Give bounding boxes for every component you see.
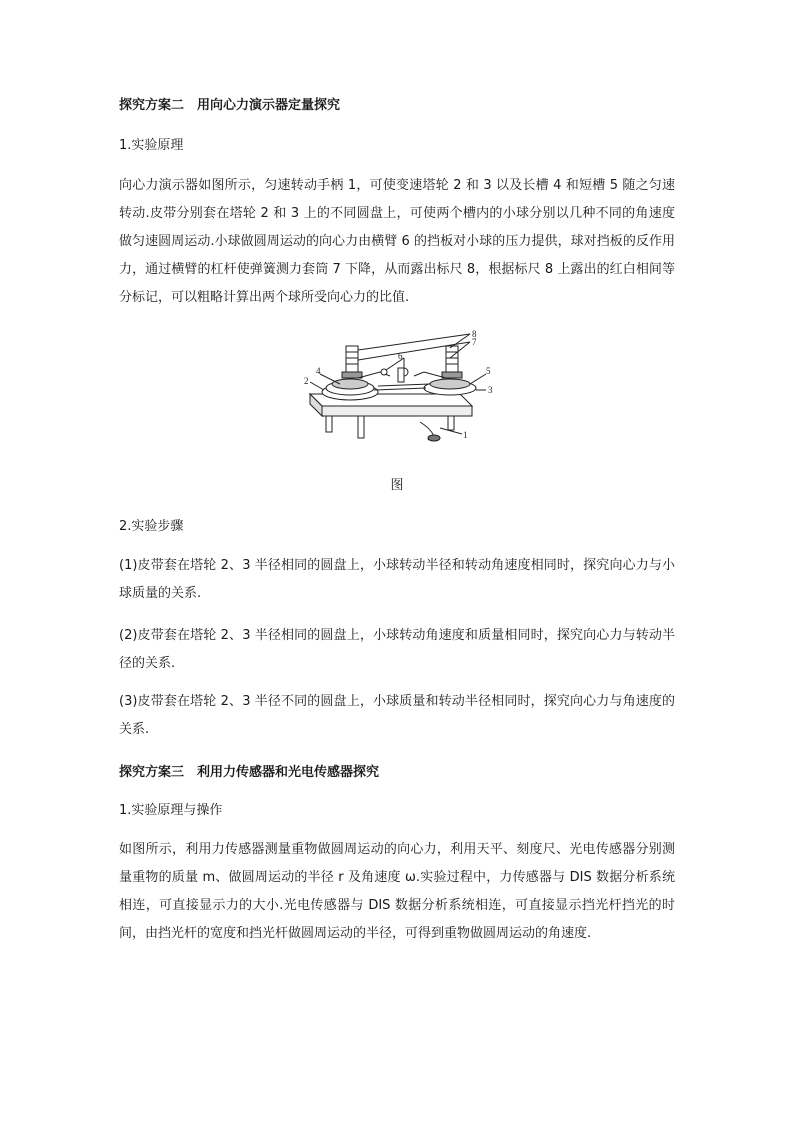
section2-steps-heading-block [119,516,675,538]
section3-principle-heading-block [119,800,675,822]
figure-label-4: 4 [316,366,321,376]
section3-principle-block [119,836,675,948]
step-1-text: (1)皮带套在塔轮 2、3 半径相同的圆盘上，小球转动半径和转动角速度相同时，探究向心力与小球质量的关系. [119,558,675,601]
section2-principle-heading: 1.实验原理 [119,138,184,153]
figure-label-8: 8 [472,329,477,339]
section3-principle-heading: 1.实验原理与操作 [119,803,223,818]
step-1-block [119,552,675,608]
step-2-block [119,622,675,678]
section2-title: 探究方案二 用向心力演示器定量探究 [119,98,341,113]
section3-title-block [119,762,675,784]
figure-caption: 图 [390,478,404,493]
figure-label-2: 2 [304,376,309,386]
step-3-text: (3)皮带套在塔轮 2、3 半径不同的圆盘上，小球质量和转动半径相同时，探究向心力与角速度的关系. [119,694,675,737]
section2-principle-heading-block [119,135,675,157]
section3-principle-text: 如图所示，利用力传感器测量重物做圆周运动的向心力，利用天平、刻度尺、光电传感器分别测量重物的质量 m、做圆周运动的半径 r 及角速度 ω.实验过程中，力传感器与 DIS 数据分析系统相连，可直接显示力的大小.光电传感器与 DIS 数据分析系统相连，可直接显示挡光杆挡光的时间，由挡光杆的宽度和挡光杆做圆周运动的半径，可得到重物做圆周运动的角速度. [119,842,675,941]
section2-title-block [119,95,675,117]
section2-steps-heading: 2.实验步骤 [119,519,184,534]
apparatus-drawing [300,328,500,452]
figure-label-6: 6 [398,351,403,361]
section3-title: 探究方案三 利用力传感器和光电传感器探究 [119,765,380,780]
figure-label-7: 7 [472,337,477,347]
figure-label-3: 3 [488,385,493,395]
figure-label-1: 1 [463,430,468,440]
centripetal-force-apparatus-figure [300,328,500,452]
figure-label-5: 5 [486,366,491,376]
section2-principle-block [119,172,675,312]
step-3-block [119,688,675,744]
step-2-text: (2)皮带套在塔轮 2、3 半径相同的圆盘上，小球转动角速度和质量相同时，探究向心力与转动半径的关系. [119,628,675,671]
section2-principle-text: 向心力演示器如图所示，匀速转动手柄 1，可使变速塔轮 2 和 3 以及长槽 4 和短槽 5 随之匀速转动.皮带分别套在塔轮 2 和 3 上的不同圆盘上，可使两个槽内的小球分别以几种不同的角速度做匀速圆周运动.小球做圆周运动的向心力由横臂 6 的挡板对小球的压力提供，球对挡板的反作用力，通过横臂的杠杆使弹簧测力套筒 7 下降，从而露出标尺 8，根据标尺 8 上露出的红白相间等分标记，可以粗略计算出两个球所受向心力的比值. [119,178,675,305]
